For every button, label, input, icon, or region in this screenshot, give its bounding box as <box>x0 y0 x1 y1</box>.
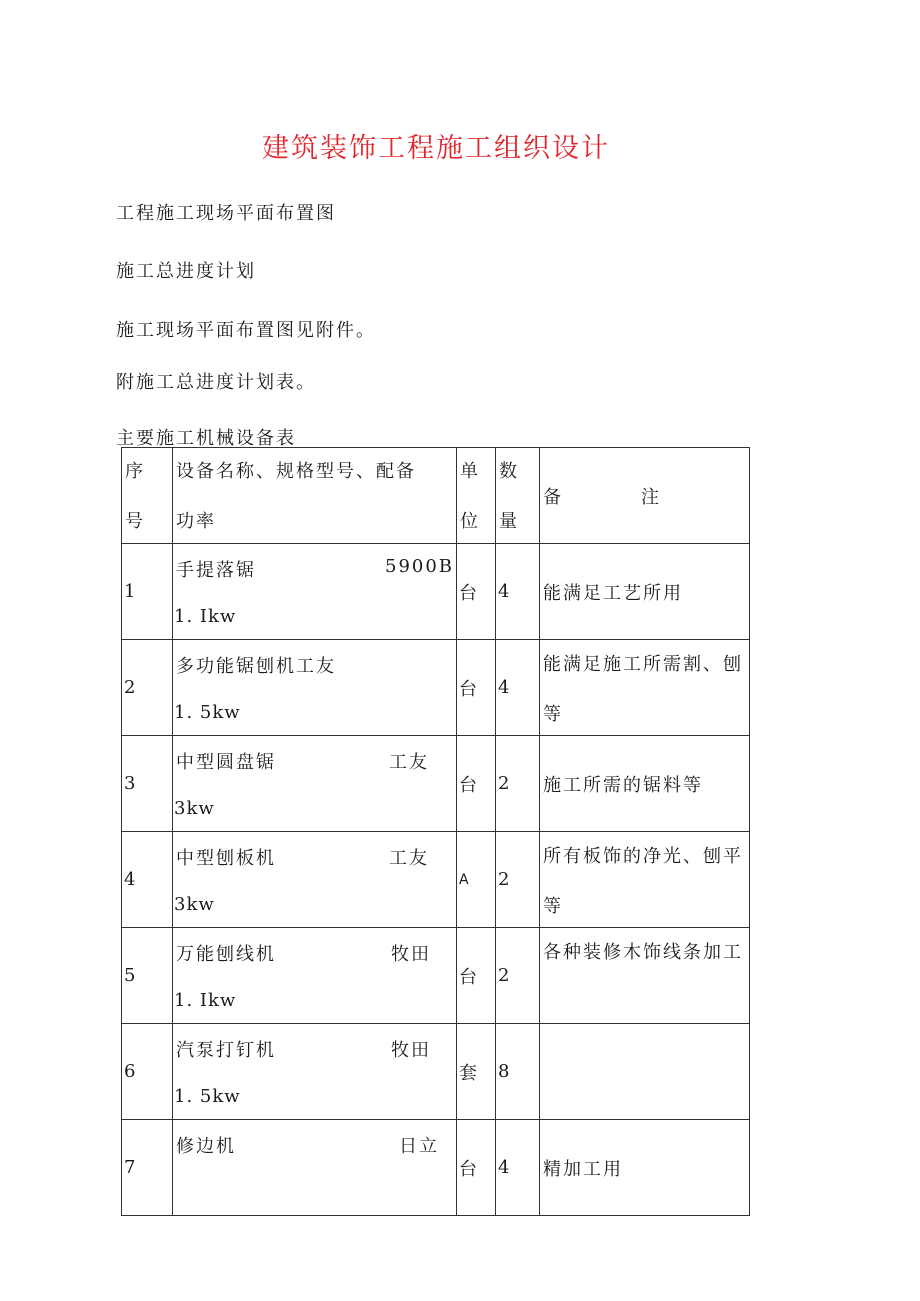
row-qty: 2 <box>498 965 512 986</box>
row-qty: 4 <box>498 677 512 698</box>
header-no-line2: 号 <box>125 511 145 532</box>
row-qty: 8 <box>498 1061 512 1082</box>
row-note: 能满足工艺所用 <box>543 582 683 604</box>
table-row <box>122 544 750 640</box>
header-note <box>540 448 750 544</box>
row-unit: 台 <box>459 1158 479 1180</box>
row-equipment-name: 修边机 <box>176 1136 236 1157</box>
row-unit: 台 <box>459 966 479 988</box>
row-unit: A <box>459 871 471 888</box>
header-note-char2: 注 <box>641 486 659 508</box>
row-qty: 4 <box>498 581 512 602</box>
row-power: 1. 5kw <box>174 1086 241 1107</box>
row-no: 6 <box>124 1061 138 1082</box>
row-brand: 工友 <box>389 848 429 869</box>
paragraph-schedule-note: 附施工总进度计划表。 <box>116 372 316 393</box>
table-row <box>122 640 750 736</box>
table-row <box>122 832 750 928</box>
row-note: 所有板饰的净光、刨平等 <box>543 846 743 917</box>
equipment-table <box>121 447 750 1216</box>
row-no: 2 <box>124 677 138 698</box>
table-row <box>122 928 750 1024</box>
row-note: 能满足施工所需割、刨等 <box>543 654 743 725</box>
header-name-line1: 设备名称、规格型号、配备 <box>176 461 416 482</box>
paragraph-site-layout-heading: 工程施工现场平面布置图 <box>116 203 336 224</box>
row-qty: 4 <box>498 1157 512 1178</box>
header-unit-line2: 位 <box>460 511 480 532</box>
row-brand: 牧田 <box>391 1040 431 1061</box>
row-no: 5 <box>124 965 138 986</box>
table-row <box>122 736 750 832</box>
row-equipment-name: 中型刨板机 <box>176 848 276 869</box>
table-row <box>122 1120 750 1216</box>
header-no <box>122 448 173 544</box>
header-unit-line1: 单 <box>460 461 480 482</box>
row-brand: 牧田 <box>391 944 431 965</box>
row-power: 1. Ikw <box>174 606 237 627</box>
row-no: 3 <box>124 773 138 794</box>
document-title: 建筑装饰工程施工组织设计 <box>262 133 610 164</box>
row-brand: 日立 <box>399 1136 439 1157</box>
header-qty <box>496 448 540 544</box>
header-qty-line2: 量 <box>499 511 519 532</box>
paragraph-site-layout-note: 施工现场平面布置图见附件。 <box>116 320 376 341</box>
row-note: 各种装修木饰线条加工 <box>543 942 743 963</box>
header-no-line1: 序 <box>125 461 145 482</box>
header-unit <box>457 448 496 544</box>
row-note: 精加工用 <box>543 1158 623 1180</box>
row-equipment-name: 汽泵打钉机 <box>176 1040 276 1061</box>
table-row <box>122 1024 750 1120</box>
row-equipment-name: 手提落锯 <box>176 560 256 581</box>
header-qty-line1: 数 <box>499 461 519 482</box>
row-no: 1 <box>124 581 138 602</box>
header-name-line2: 功率 <box>176 511 216 532</box>
row-unit: 台 <box>459 774 479 796</box>
table-header-row <box>122 448 750 544</box>
row-equipment-name: 多功能锯刨机工友 <box>176 656 336 677</box>
row-equipment-name: 万能刨线机 <box>176 944 276 965</box>
row-note: 施工所需的锯料等 <box>543 774 703 796</box>
row-power: 3kw <box>174 894 215 915</box>
header-note-char1: 备 <box>543 486 561 508</box>
row-qty: 2 <box>498 773 512 794</box>
row-power: 3kw <box>174 798 215 819</box>
table-caption: 主要施工机械设备表 <box>116 428 296 449</box>
header-name <box>173 448 457 544</box>
row-power: 1. 5kw <box>174 702 241 723</box>
row-unit: 台 <box>459 678 479 700</box>
row-no: 7 <box>124 1157 138 1178</box>
row-qty: 2 <box>498 869 512 890</box>
row-power: 1. Ikw <box>174 990 237 1011</box>
row-unit: 套 <box>459 1062 479 1084</box>
row-equipment-name: 中型圆盘锯 <box>176 752 276 773</box>
row-brand: 工友 <box>389 752 429 773</box>
row-unit: 台 <box>459 582 479 604</box>
row-no: 4 <box>124 869 138 890</box>
row-model: 5900B <box>385 556 455 577</box>
paragraph-schedule-heading: 施工总进度计划 <box>116 261 256 282</box>
